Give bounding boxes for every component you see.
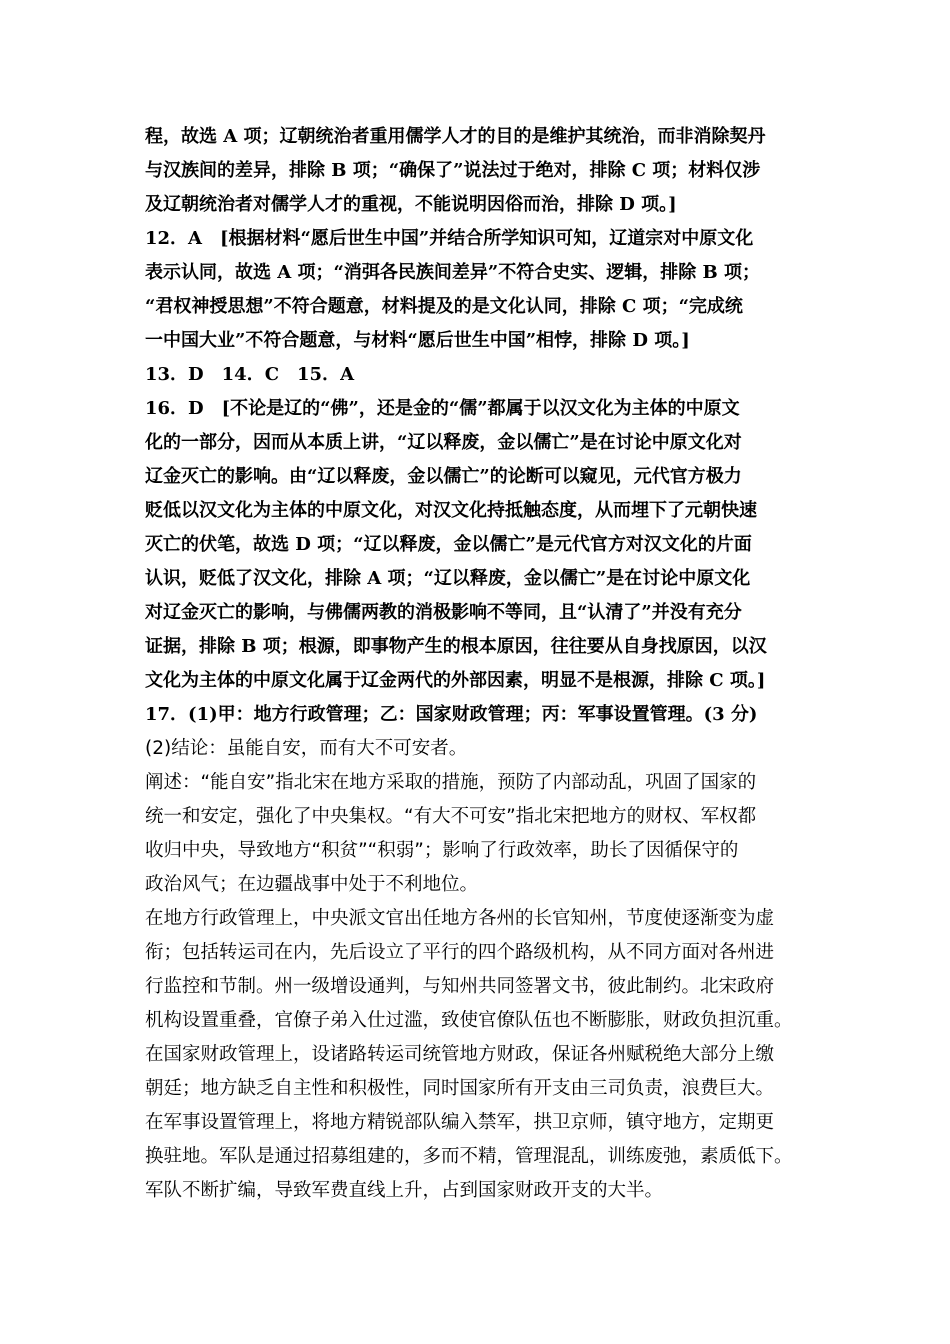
text-line: 阐述：“能自安”指北宋在地方采取的措施，预防了内部动乱，巩固了国家的 (145, 772, 757, 793)
text-line: 换驻地。军队是通过招募组建的，多而不精，管理混乱，训练废弛，素质低下。 (145, 1146, 793, 1167)
text-line: (2)结论：虽能自安，而有大不可安者。 (145, 738, 468, 759)
text-line: 程，故选 A 项；辽朝统治者重用儒学人才的目的是维护其统治，而非消除契丹 (145, 126, 766, 147)
answer-17 (145, 698, 823, 1208)
text-line: 文化为主体的中原文化属于辽金两代的外部因素，明显不是根源，排除 C 项。] (145, 670, 766, 691)
text-line: 行监控和节制。州一级增设通判，与知州共同签署文书，彼此制约。北宋政府 (145, 976, 775, 997)
text-line: 与汉族间的差异，排除 B 项；“确保了”说法过于绝对，排除 C 项；材料仅涉 (145, 160, 761, 181)
answers-13-15 (145, 358, 823, 392)
text-line: 表示认同，故选 A 项；“消弭各民族间差异”不符合史实、逻辑，排除 B 项； (145, 262, 760, 283)
text-line: 军队不断扩编，导致军费直线上升，占到国家财政开支的大半。 (145, 1180, 664, 1201)
answer-16 (145, 392, 823, 698)
text-line: 贬低以汉文化为主体的中原文化，对汉文化持抵触态度，从而埋下了元朝快速 (145, 500, 757, 521)
text-line: 在地方行政管理上，中央派文官出任地方各州的长官知州，节度使逐渐变为虚 (145, 908, 775, 929)
text-line: 统一和安定，强化了中央集权。“有大不可安”指北宋把地方的财权、军权都 (145, 806, 757, 827)
text-line: 辽金灭亡的影响。由“辽以释废，金以儒亡”的论断可以窥见，元代官方极力 (145, 466, 742, 487)
text-line: 政治风气；在边疆战事中处于不利地位。 (145, 874, 479, 895)
text-line: 化的一部分，因而从本质上讲，“辽以释废，金以儒亡”是在讨论中原文化对 (145, 432, 742, 453)
text-line: 13．D 14．C 15．A (145, 364, 355, 385)
text-line: 机构设置重叠，官僚子弟入仕过滥，致使官僚队伍也不断膨胀，财政负担沉重。 (145, 1010, 793, 1031)
text-line: 朝廷；地方缺乏自主性和积极性，同时国家所有开支由三司负责，浪费巨大。 (145, 1078, 775, 1099)
text-line: 证据，排除 B 项；根源，即事物产生的根本原因，往往要从自身找原因，以汉 (145, 636, 767, 657)
text-line: “君权神授思想”不符合题意，材料提及的是文化认同，排除 C 项；“完成统 (145, 296, 743, 317)
text-line: 收归中央，导致地方“积贫”“积弱”；影响了行政效率，助长了因循保守的 (145, 840, 739, 861)
text-line: 认识，贬低了汉文化，排除 A 项；“辽以释废，金以儒亡”是在讨论中原文化 (145, 568, 751, 589)
answer-11-tail (145, 120, 823, 222)
text-line: 在军事设置管理上，将地方精锐部队编入禁军，拱卫京师，镇守地方，定期更 (145, 1112, 775, 1133)
text-line: 对辽金灭亡的影响，与佛儒两教的消极影响不等同，且“认清了”并没有充分 (145, 602, 742, 623)
text-line: 12．A [根据材料“愿后世生中国”并结合所学知识可知，辽道宗对中原文化 (145, 228, 754, 249)
answer-document (145, 120, 823, 1208)
text-line: 灭亡的伏笔，故选 D 项；“辽以释废，金以儒亡”是元代官方对汉文化的片面 (145, 534, 752, 555)
text-line: 衔；包括转运司在内，先后设立了平行的四个路级机构，从不同方面对各州进 (145, 942, 775, 963)
text-line: 在国家财政管理上，设诸路转运司统管地方财政，保证各州赋税绝大部分上缴 (145, 1044, 775, 1065)
answer-12 (145, 222, 823, 358)
text-line: 16．D [不论是辽的“佛”，还是金的“儒”都属于以汉文化为主体的中原文 (145, 398, 740, 419)
text-line: 及辽朝统治者对儒学人才的重视，不能说明因俗而治，排除 D 项。] (145, 194, 677, 215)
text-line: 一中国大业”不符合题意，与材料“愿后世生中国”相悖，排除 D 项。] (145, 330, 690, 351)
text-line: 17．(1)甲：地方行政管理；乙：国家财政管理；丙：军事设置管理。(3 分) (145, 704, 758, 725)
